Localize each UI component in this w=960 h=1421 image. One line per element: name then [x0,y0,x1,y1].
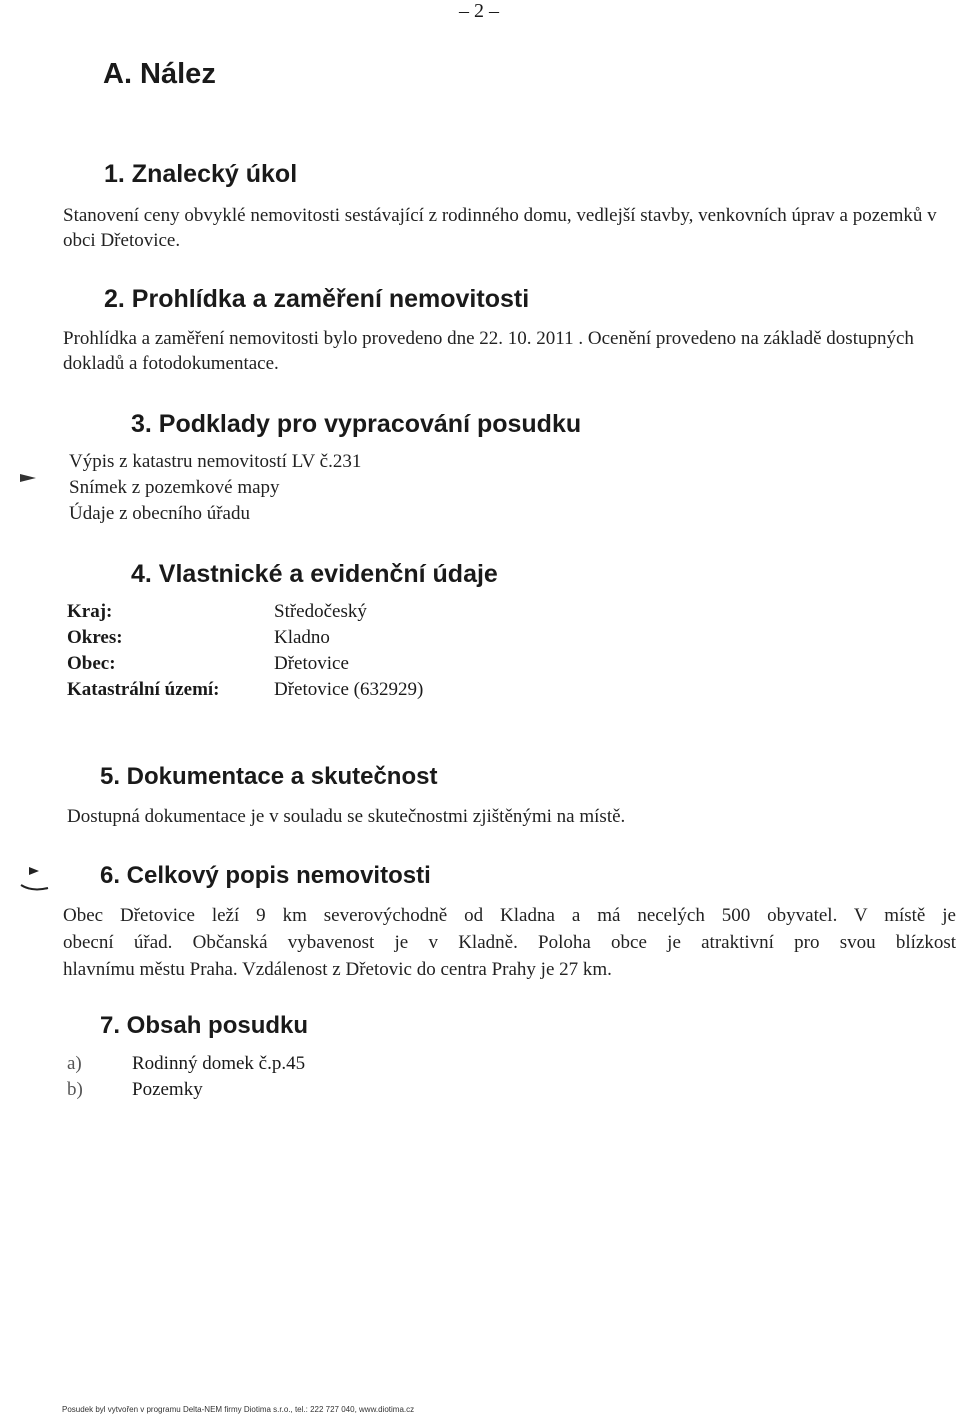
heading-celkovy-popis: 6. Celkový popis nemovitosti [100,862,431,889]
list-marker: b) [67,1079,83,1100]
list-text: Rodinný domek č.p.45 [132,1053,306,1074]
heading-prohlidka: 2. Prohlídka a zaměření nemovitosti [104,285,530,313]
heading-podklady: 3. Podklady pro vypracování posudku [131,410,582,438]
list-marker: a) [67,1053,82,1074]
heading-vlastnicke-udaje: 4. Vlastnické a evidenční údaje [131,560,498,588]
paragraph-celkovy-popis [63,903,956,984]
kv-label: Kraj: [67,601,113,622]
scan-arrow-mark-icon [18,472,38,484]
paragraph-prohlidka: Prohlídka a zaměření nemovitosti bylo provedeno dne 22. 10. 2011 . Ocenění provedeno na základě dostupných dokladů a fotodokumentace. [63,328,914,374]
kv-label: Katastrální území: [67,679,220,700]
list-item: Snímek z pozemkové mapy [69,477,280,498]
list-text: Pozemky [132,1079,203,1100]
list-item: Údaje z obecního úřadu [69,503,250,524]
kv-value: Dřetovice [274,653,349,674]
scan-arrow-mark-icon [28,866,40,876]
heading-znalecky-ukol: 1. Znalecký úkol [104,160,298,188]
paragraph-line: Obec Dřetovice leží 9 km severovýchodně od Kladna a má necelých 500 obyvatel. V místě je [63,905,956,926]
heading-dokumentace: 5. Dokumentace a skutečnost [100,763,438,790]
heading-obsah-posudku: 7. Obsah posudku [100,1012,309,1039]
paragraph-line: hlavnímu městu Praha. Vzdálenost z Dřetovic do centra Prahy je 27 km. [63,959,612,980]
kv-label: Okres: [67,627,123,648]
section-title: A. Nález [103,58,216,90]
kv-value: Středočeský [274,601,367,622]
scan-underline-mark-icon [20,882,50,894]
page-number: – 2 – [459,0,499,22]
footer-note: Posudek byl vytvořen v programu Delta-NEM firmy Diotima s.r.o., tel.: 222 727 040, www.diotima.cz [62,1405,415,1414]
list-item: Výpis z katastru nemovitostí LV č.231 [69,451,362,472]
paragraph-line: obecní úřad. Občanská vybavenost je v Kladně. Poloha obce je atraktivní pro svou blízkost [63,932,956,953]
kv-label: Obec: [67,653,116,674]
kv-value: Dřetovice (632929) [274,679,424,700]
paragraph-znalecky-ukol: Stanovení ceny obvyklé nemovitosti sestávající z rodinného domu, vedlejší stavby, venkovních úprav a pozemků v obci Dřetovice. [63,205,937,251]
paragraph-dokumentace: Dostupná dokumentace je v souladu se skutečnostmi zjištěnými na místě. [67,806,626,827]
kv-value: Kladno [274,627,330,648]
podklady-list [69,449,361,527]
